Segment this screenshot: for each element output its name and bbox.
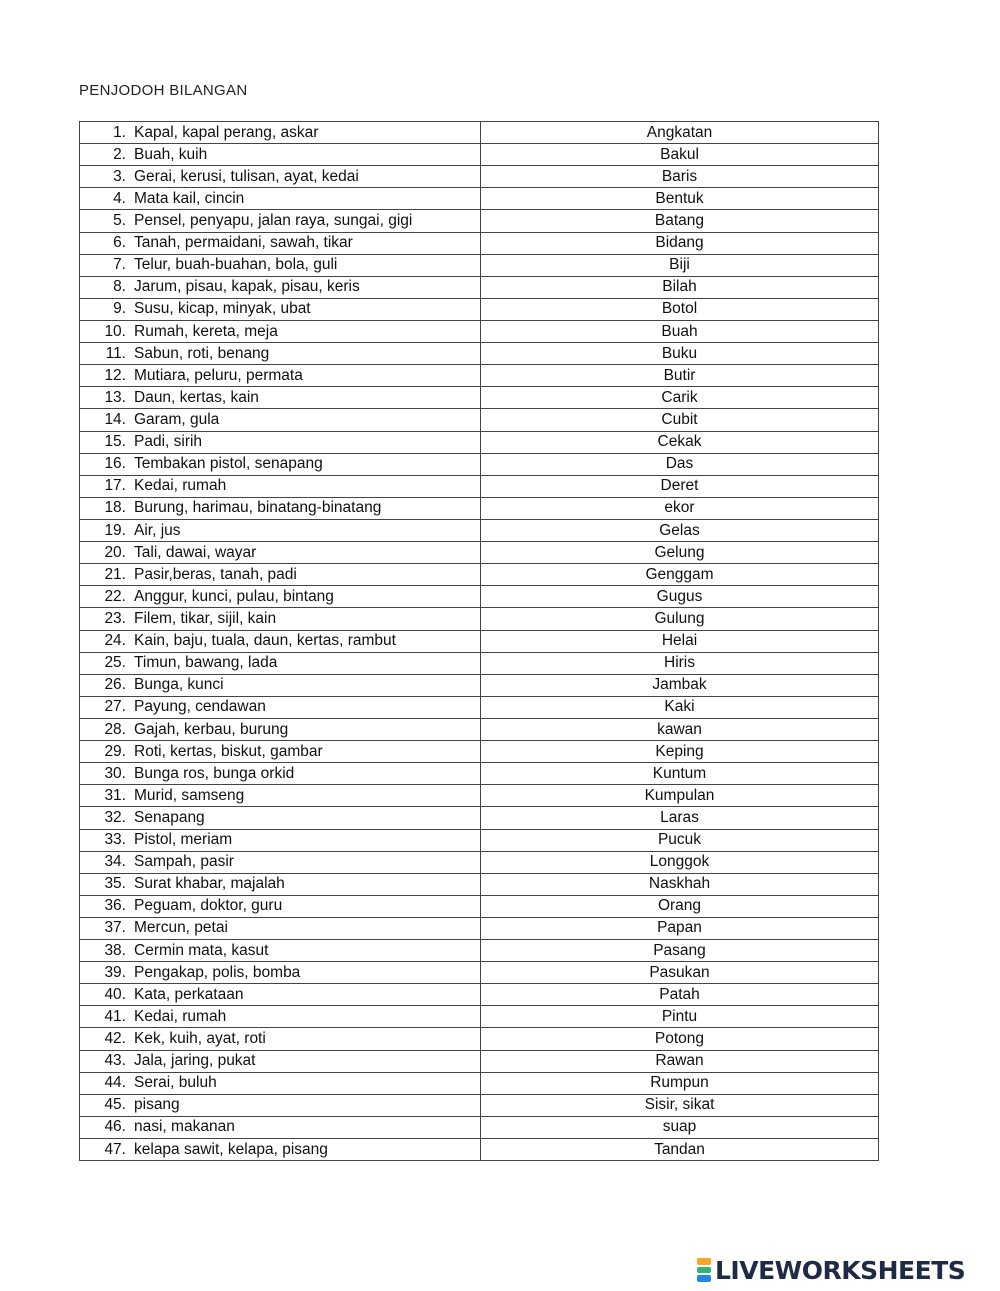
- items-text: Daun, kertas, kain: [134, 388, 259, 406]
- table-row: [80, 652, 879, 674]
- classifier-cell: Rumpun: [481, 1072, 879, 1094]
- classifier-cell: Gulung: [481, 608, 879, 630]
- classifier-cell: Biji: [481, 254, 879, 276]
- table-row: [80, 122, 879, 144]
- classifier-cell: Hiris: [481, 652, 879, 674]
- classifier-cell: Gelas: [481, 519, 879, 541]
- row-number: 18.: [104, 499, 126, 517]
- items-text: Padi, sirih: [134, 433, 203, 451]
- table-row: [80, 696, 879, 718]
- table-row: [80, 785, 879, 807]
- table-row: [80, 320, 879, 342]
- word-table: [79, 121, 879, 1161]
- items-cell: [80, 210, 481, 232]
- classifier-cell: Cubit: [481, 409, 879, 431]
- items-text: Jarum, pisau, kapak, pisau, keris: [134, 278, 360, 296]
- table-row: [80, 564, 879, 586]
- classifier-cell: Longgok: [481, 851, 879, 873]
- items-cell: [80, 188, 481, 210]
- items-cell: [80, 917, 481, 939]
- row-number: 33.: [104, 831, 126, 849]
- row-number: 2.: [113, 145, 126, 163]
- table-row: [80, 144, 879, 166]
- items-text: Murid, samseng: [134, 786, 245, 804]
- classifier-cell: Rawan: [481, 1050, 879, 1072]
- table-row: [80, 630, 879, 652]
- classifier-cell: Bakul: [481, 144, 879, 166]
- table-row: [80, 453, 879, 475]
- row-number: 7.: [113, 256, 126, 274]
- items-cell: [80, 1116, 481, 1138]
- table-row: [80, 1050, 879, 1072]
- items-cell: [80, 254, 481, 276]
- items-text: Bunga, kunci: [134, 676, 224, 694]
- items-cell: [80, 630, 481, 652]
- table-row: [80, 409, 879, 431]
- items-text: Sampah, pasir: [134, 853, 234, 871]
- items-cell: [80, 1072, 481, 1094]
- logo-mark-bar: [697, 1258, 711, 1265]
- row-number: 37.: [104, 919, 126, 937]
- row-number: 4.: [113, 189, 126, 207]
- table-row: [80, 873, 879, 895]
- classifier-cell: Pintu: [481, 1006, 879, 1028]
- table-row: [80, 1139, 879, 1161]
- row-number: 12.: [104, 366, 126, 384]
- items-cell: [80, 895, 481, 917]
- items-cell: [80, 387, 481, 409]
- table-row: [80, 829, 879, 851]
- table-row: [80, 1094, 879, 1116]
- classifier-cell: Pasang: [481, 940, 879, 962]
- classifier-cell: Jambak: [481, 674, 879, 696]
- table-row: [80, 188, 879, 210]
- row-number: 22.: [104, 587, 126, 605]
- row-number: 3.: [113, 167, 126, 185]
- row-number: 32.: [104, 808, 126, 826]
- table-row: [80, 1072, 879, 1094]
- items-text: Gerai, kerusi, tulisan, ayat, kedai: [134, 167, 359, 185]
- items-text: Kek, kuih, ayat, roti: [134, 1030, 266, 1048]
- classifier-cell: Naskhah: [481, 873, 879, 895]
- classifier-cell: Gugus: [481, 586, 879, 608]
- items-text: kelapa sawit, kelapa, pisang: [134, 1140, 328, 1158]
- items-text: Burung, harimau, binatang-binatang: [134, 499, 382, 517]
- classifier-cell: ekor: [481, 497, 879, 519]
- classifier-cell: Das: [481, 453, 879, 475]
- row-number: 24.: [104, 632, 126, 650]
- items-text: Pistol, meriam: [134, 831, 233, 849]
- table-row: [80, 718, 879, 740]
- row-number: 34.: [104, 853, 126, 871]
- items-text: Air, jus: [134, 521, 181, 539]
- items-text: Surat khabar, majalah: [134, 875, 285, 893]
- row-number: 35.: [104, 875, 126, 893]
- items-text: Buah, kuih: [134, 145, 208, 163]
- items-cell: [80, 763, 481, 785]
- table-row: [80, 1006, 879, 1028]
- items-text: Kedai, rumah: [134, 477, 227, 495]
- items-cell: [80, 343, 481, 365]
- items-text: Anggur, kunci, pulau, bintang: [134, 587, 334, 605]
- table-row: [80, 895, 879, 917]
- row-number: 11.: [105, 344, 126, 362]
- classifier-cell: Botol: [481, 298, 879, 320]
- row-number: 30.: [104, 764, 126, 782]
- items-text: Cermin mata, kasut: [134, 941, 269, 959]
- table-row: [80, 962, 879, 984]
- items-text: Kata, perkataan: [134, 985, 244, 1003]
- classifier-cell: kawan: [481, 718, 879, 740]
- row-number: 47.: [104, 1140, 126, 1158]
- items-cell: [80, 276, 481, 298]
- table-row: [80, 298, 879, 320]
- classifier-cell: Pasukan: [481, 962, 879, 984]
- table-row: [80, 984, 879, 1006]
- items-text: Bunga ros, bunga orkid: [134, 764, 295, 782]
- classifier-cell: Pucuk: [481, 829, 879, 851]
- items-text: Kain, baju, tuala, daun, kertas, rambut: [134, 632, 396, 650]
- items-text: Timun, bawang, lada: [134, 654, 278, 672]
- items-text: Rumah, kereta, meja: [134, 322, 278, 340]
- classifier-cell: Kuntum: [481, 763, 879, 785]
- items-text: Roti, kertas, biskut, gambar: [134, 742, 323, 760]
- row-number: 40.: [104, 985, 126, 1003]
- table-row: [80, 608, 879, 630]
- classifier-cell: Bilah: [481, 276, 879, 298]
- items-cell: [80, 564, 481, 586]
- items-text: pisang: [134, 1096, 180, 1114]
- items-cell: [80, 497, 481, 519]
- row-number: 42.: [104, 1030, 126, 1048]
- items-cell: [80, 873, 481, 895]
- items-text: Pasir,beras, tanah, padi: [134, 565, 297, 583]
- items-text: Garam, gula: [134, 410, 220, 428]
- classifier-cell: Cekak: [481, 431, 879, 453]
- classifier-cell: Sisir, sikat: [481, 1094, 879, 1116]
- classifier-cell: Bidang: [481, 232, 879, 254]
- classifier-cell: Orang: [481, 895, 879, 917]
- row-number: 26.: [104, 676, 126, 694]
- table-row: [80, 166, 879, 188]
- row-number: 31.: [104, 786, 126, 804]
- row-number: 20.: [104, 543, 126, 561]
- page-title: PENJODOH BILANGAN: [79, 82, 248, 99]
- table-row: [80, 763, 879, 785]
- items-cell: [80, 320, 481, 342]
- classifier-cell: Helai: [481, 630, 879, 652]
- row-number: 19.: [104, 521, 126, 539]
- table-row: [80, 1116, 879, 1138]
- items-text: nasi, makanan: [134, 1118, 235, 1136]
- classifier-cell: Kumpulan: [481, 785, 879, 807]
- row-number: 14.: [104, 410, 126, 428]
- liveworksheets-logo: [697, 1256, 965, 1284]
- table-row: [80, 1028, 879, 1050]
- items-text: Payung, cendawan: [134, 698, 266, 716]
- classifier-cell: Angkatan: [481, 122, 879, 144]
- row-number: 6.: [113, 234, 126, 252]
- classifier-cell: Baris: [481, 166, 879, 188]
- items-cell: [80, 1050, 481, 1072]
- items-cell: [80, 232, 481, 254]
- logo-mark-icon: [697, 1257, 711, 1283]
- items-cell: [80, 940, 481, 962]
- items-cell: [80, 431, 481, 453]
- items-text: Kedai, rumah: [134, 1007, 227, 1025]
- logo-text: LIVEWORKSHEETS: [715, 1255, 966, 1285]
- logo-mark-bar: [697, 1275, 711, 1282]
- classifier-cell: Laras: [481, 807, 879, 829]
- items-cell: [80, 807, 481, 829]
- items-cell: [80, 1139, 481, 1161]
- classifier-cell: Keping: [481, 741, 879, 763]
- items-text: Tali, dawai, wayar: [134, 543, 257, 561]
- items-cell: [80, 1028, 481, 1050]
- items-cell: [80, 475, 481, 497]
- table-row: [80, 917, 879, 939]
- items-text: Peguam, doktor, guru: [134, 897, 283, 915]
- row-number: 23.: [104, 609, 126, 627]
- items-cell: [80, 785, 481, 807]
- items-cell: [80, 652, 481, 674]
- row-number: 27.: [104, 698, 126, 716]
- row-number: 10.: [104, 322, 126, 340]
- items-cell: [80, 542, 481, 564]
- items-cell: [80, 586, 481, 608]
- classifier-cell: Buah: [481, 320, 879, 342]
- classifier-cell: Genggam: [481, 564, 879, 586]
- items-text: Kapal, kapal perang, askar: [134, 123, 319, 141]
- classifier-cell: Potong: [481, 1028, 879, 1050]
- table-row: [80, 365, 879, 387]
- row-number: 39.: [104, 963, 126, 981]
- row-number: 17.: [104, 477, 126, 495]
- row-number: 41.: [104, 1007, 126, 1025]
- row-number: 29.: [104, 742, 126, 760]
- table-row: [80, 343, 879, 365]
- classifier-cell: Gelung: [481, 542, 879, 564]
- items-text: Telur, buah-buahan, bola, guli: [134, 256, 338, 274]
- table-row: [80, 387, 879, 409]
- table-row: [80, 276, 879, 298]
- row-number: 25.: [104, 654, 126, 672]
- items-cell: [80, 829, 481, 851]
- row-number: 45.: [104, 1096, 126, 1114]
- table-row: [80, 542, 879, 564]
- row-number: 9.: [113, 300, 126, 318]
- items-text: Filem, tikar, sijil, kain: [134, 609, 277, 627]
- classifier-cell: Kaki: [481, 696, 879, 718]
- row-number: 15.: [104, 433, 126, 451]
- table-row: [80, 431, 879, 453]
- row-number: 1.: [113, 123, 126, 141]
- logo-mark-bar: [697, 1267, 711, 1274]
- items-cell: [80, 741, 481, 763]
- items-cell: [80, 166, 481, 188]
- items-text: Susu, kicap, minyak, ubat: [134, 300, 311, 318]
- table-row: [80, 475, 879, 497]
- table-row: [80, 851, 879, 873]
- row-number: 43.: [104, 1052, 126, 1070]
- classifier-cell: Papan: [481, 917, 879, 939]
- items-cell: [80, 674, 481, 696]
- row-number: 21.: [104, 565, 126, 583]
- table-row: [80, 232, 879, 254]
- table-row: [80, 940, 879, 962]
- items-cell: [80, 851, 481, 873]
- row-number: 8.: [113, 278, 126, 296]
- classifier-cell: Bentuk: [481, 188, 879, 210]
- items-text: Mutiara, peluru, permata: [134, 366, 303, 384]
- classifier-cell: Batang: [481, 210, 879, 232]
- table-row: [80, 741, 879, 763]
- items-text: Serai, buluh: [134, 1074, 217, 1092]
- items-cell: [80, 298, 481, 320]
- items-text: Mercun, petai: [134, 919, 228, 937]
- row-number: 44.: [104, 1074, 126, 1092]
- table-row: [80, 586, 879, 608]
- row-number: 5.: [113, 211, 126, 229]
- items-text: Sabun, roti, benang: [134, 344, 270, 362]
- classifier-cell: Butir: [481, 365, 879, 387]
- classifier-cell: Carik: [481, 387, 879, 409]
- items-cell: [80, 453, 481, 475]
- items-text: Gajah, kerbau, burung: [134, 720, 289, 738]
- items-cell: [80, 984, 481, 1006]
- items-cell: [80, 519, 481, 541]
- table-row: [80, 674, 879, 696]
- items-cell: [80, 1094, 481, 1116]
- row-number: 38.: [104, 941, 126, 959]
- items-text: Tanah, permaidani, sawah, tikar: [134, 234, 353, 252]
- items-text: Tembakan pistol, senapang: [134, 455, 323, 473]
- items-cell: [80, 144, 481, 166]
- table-row: [80, 254, 879, 276]
- items-cell: [80, 608, 481, 630]
- classifier-cell: suap: [481, 1116, 879, 1138]
- items-text: Mata kail, cincin: [134, 189, 245, 207]
- classifier-cell: Deret: [481, 475, 879, 497]
- table-row: [80, 807, 879, 829]
- table-row: [80, 210, 879, 232]
- items-text: Jala, jaring, pukat: [134, 1052, 256, 1070]
- row-number: 13.: [104, 388, 126, 406]
- items-text: Senapang: [134, 808, 205, 826]
- items-text: Pensel, penyapu, jalan raya, sungai, gigi: [134, 211, 413, 229]
- classifier-cell: Tandan: [481, 1139, 879, 1161]
- classifier-cell: Patah: [481, 984, 879, 1006]
- items-text: Pengakap, polis, bomba: [134, 963, 301, 981]
- items-cell: [80, 122, 481, 144]
- row-number: 46.: [104, 1118, 126, 1136]
- table-row: [80, 497, 879, 519]
- items-cell: [80, 365, 481, 387]
- row-number: 16.: [104, 455, 126, 473]
- classifier-cell: Buku: [481, 343, 879, 365]
- items-cell: [80, 696, 481, 718]
- items-cell: [80, 962, 481, 984]
- items-cell: [80, 1006, 481, 1028]
- items-cell: [80, 409, 481, 431]
- table-row: [80, 519, 879, 541]
- items-cell: [80, 718, 481, 740]
- row-number: 28.: [104, 720, 126, 738]
- row-number: 36.: [104, 897, 126, 915]
